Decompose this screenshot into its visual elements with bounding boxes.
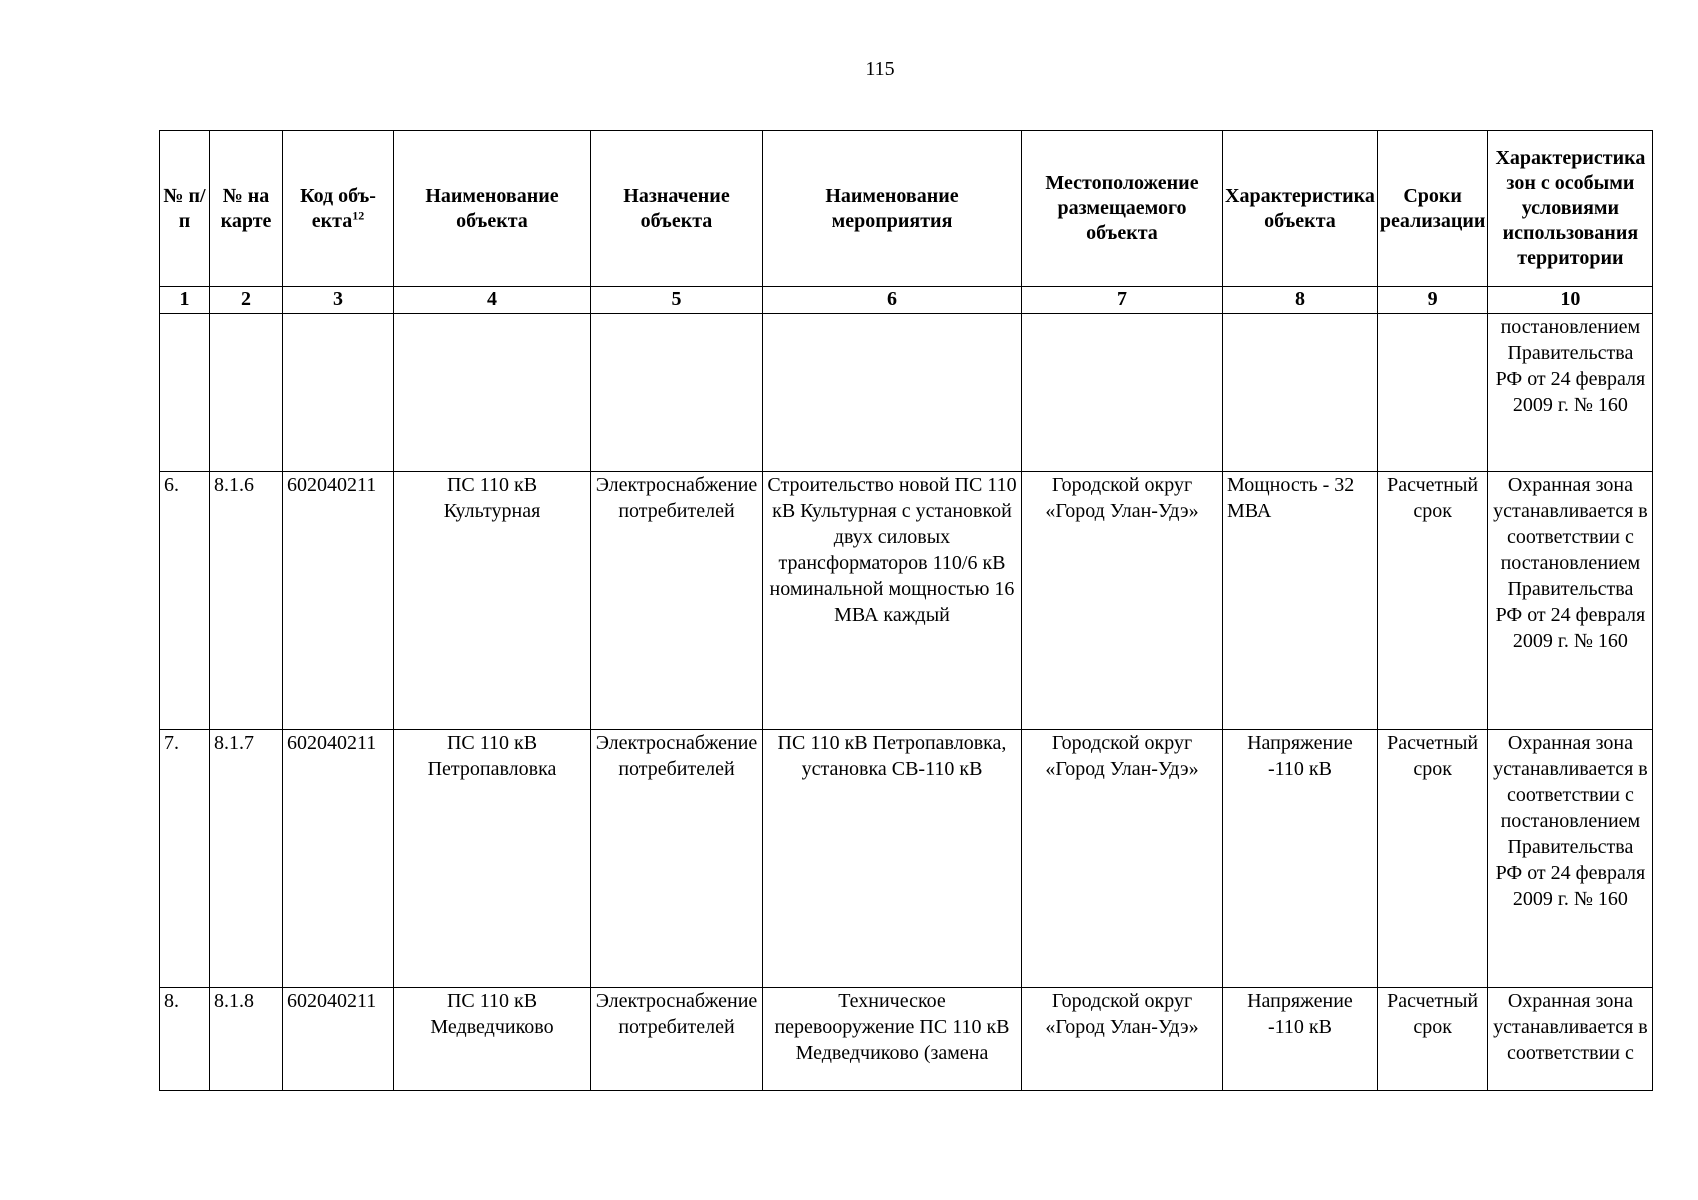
cell-zone: постановлением Правительства РФ от 24 февраля 2009 г. № 160 <box>1488 314 1653 472</box>
table-row-continuation <box>160 314 1653 472</box>
cell-code: 602040211 <box>283 472 394 730</box>
column-number: 6 <box>763 287 1022 314</box>
cell-purpose: Электроснабжение потребителей <box>591 472 763 730</box>
cell-code: 602040211 <box>283 988 394 1091</box>
cell-term: Расчетный срок <box>1377 730 1488 988</box>
cell-num: 7. <box>160 730 210 988</box>
cell-characteristic: Напряжение -110 кВ <box>1223 730 1378 988</box>
cell-name: ПС 110 кВ Петропавловка <box>394 730 591 988</box>
cell-name: ПС 110 кВ Медведчиково <box>394 988 591 1091</box>
cell-purpose: Электроснабжение потребителей <box>591 988 763 1091</box>
cell-zone: Охранная зона устанавливается в соответствии с постановлением Правительства РФ от 24 февраля 2009 г. № 160 <box>1488 730 1653 988</box>
cell-purpose: Электроснабжение потребителей <box>591 730 763 988</box>
objects-table <box>159 130 1653 1091</box>
header-num: № п/п <box>160 131 210 287</box>
header-name: Наименование объекта <box>394 131 591 287</box>
header-purpose: Назначение объекта <box>591 131 763 287</box>
cell-empty <box>283 314 394 472</box>
cell-characteristic: Мощность - 32 МВА <box>1223 472 1378 730</box>
cell-empty <box>763 314 1022 472</box>
page-number: 115 <box>865 58 895 80</box>
table-row <box>160 472 1653 730</box>
cell-map-no: 8.1.8 <box>210 988 283 1091</box>
cell-num: 6. <box>160 472 210 730</box>
cell-code: 602040211 <box>283 730 394 988</box>
column-number: 8 <box>1223 287 1378 314</box>
cell-empty <box>1022 314 1223 472</box>
cell-measure: Техническое перевооружение ПС 110 кВ Медведчиково (замена <box>763 988 1022 1091</box>
header-code-footnote: 12 <box>352 207 365 222</box>
column-number: 9 <box>1377 287 1488 314</box>
header-zone: Характеристика зон с особыми условиями использования территории <box>1488 131 1653 287</box>
header-location: Местоположение размещаемого объекта <box>1022 131 1223 287</box>
cell-measure: ПС 110 кВ Петропавловка, установка СВ-110 кВ <box>763 730 1022 988</box>
header-map-no: № на карте <box>210 131 283 287</box>
cell-empty <box>210 314 283 472</box>
cell-empty <box>1223 314 1378 472</box>
cell-location: Городской округ «Город Улан-Удэ» <box>1022 730 1223 988</box>
table-row <box>160 988 1653 1091</box>
column-number-row <box>160 287 1653 314</box>
cell-num: 8. <box>160 988 210 1091</box>
header-row <box>160 131 1653 287</box>
header-measure: Наименование мероприятия <box>763 131 1022 287</box>
cell-location: Городской округ «Город Улан-Удэ» <box>1022 988 1223 1091</box>
column-number: 7 <box>1022 287 1223 314</box>
column-number: 10 <box>1488 287 1653 314</box>
header-code <box>283 131 394 287</box>
cell-name: ПС 110 кВ Культурная <box>394 472 591 730</box>
header-code-label: Код объ-екта <box>300 184 376 232</box>
header-characteristic: Характеристика объекта <box>1223 131 1378 287</box>
cell-map-no: 8.1.7 <box>210 730 283 988</box>
cell-term: Расчетный срок <box>1377 472 1488 730</box>
cell-empty <box>591 314 763 472</box>
cell-empty <box>160 314 210 472</box>
table-row <box>160 730 1653 988</box>
column-number: 3 <box>283 287 394 314</box>
cell-characteristic: Напряжение -110 кВ <box>1223 988 1378 1091</box>
cell-zone: Охранная зона устанавливается в соответствии с <box>1488 988 1653 1091</box>
column-number: 2 <box>210 287 283 314</box>
cell-measure: Строительство новой ПС 110 кВ Культурная с установкой двух силовых трансформаторов 110/6 кВ номинальной мощностью 16 МВА каждый <box>763 472 1022 730</box>
header-term: Сроки реализации <box>1377 131 1488 287</box>
cell-zone: Охранная зона устанавливается в соответствии с постановлением Правительства РФ от 24 февраля 2009 г. № 160 <box>1488 472 1653 730</box>
cell-location: Городской округ «Город Улан-Удэ» <box>1022 472 1223 730</box>
column-number: 5 <box>591 287 763 314</box>
column-number: 1 <box>160 287 210 314</box>
cell-empty <box>1377 314 1488 472</box>
cell-empty <box>394 314 591 472</box>
cell-term: Расчетный срок <box>1377 988 1488 1091</box>
column-number: 4 <box>394 287 591 314</box>
cell-map-no: 8.1.6 <box>210 472 283 730</box>
